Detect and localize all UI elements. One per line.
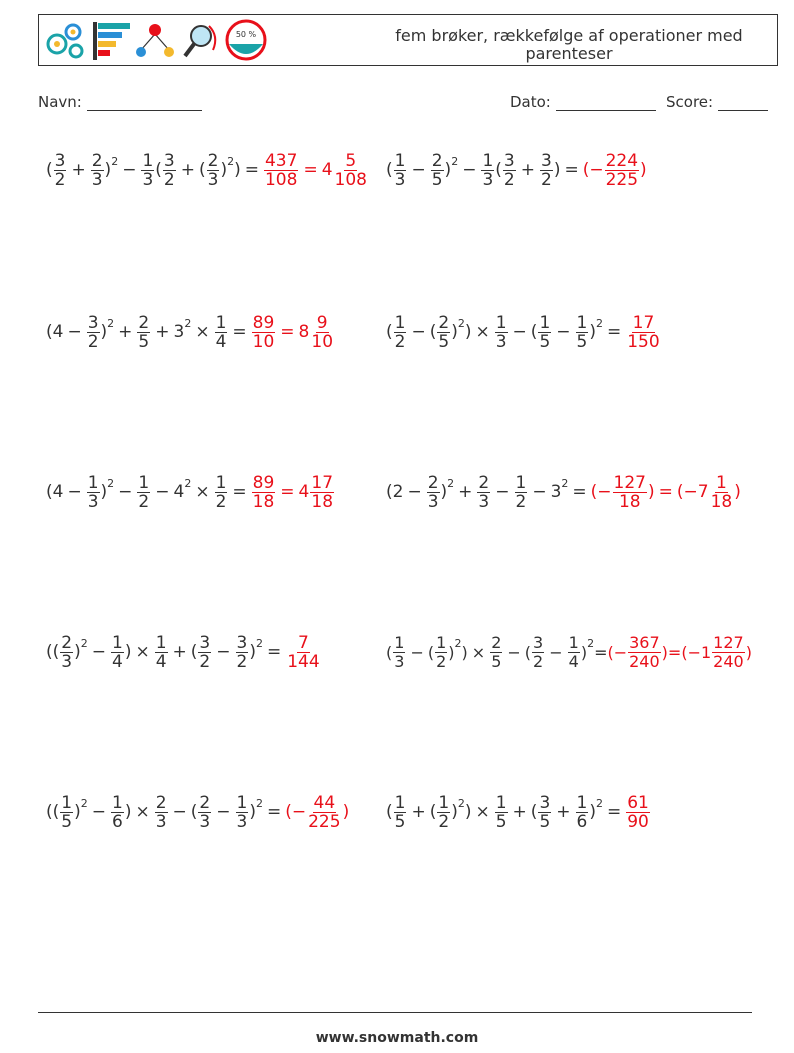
header-box bbox=[38, 14, 778, 66]
answer-7: $\frac{7}{144}$ bbox=[287, 632, 320, 672]
percent-gauge-icon bbox=[227, 21, 265, 59]
answer-9: (− $\frac{44}{225}$ ) bbox=[285, 792, 350, 832]
name-field[interactable] bbox=[38, 93, 202, 111]
gears-icon bbox=[48, 25, 82, 57]
svg-text:50 %: 50 % bbox=[235, 30, 257, 39]
answer-3: $\frac{89}{10}$ = 8 $\frac{9}{10}$ bbox=[252, 312, 334, 352]
bar-chart-icon bbox=[93, 22, 130, 60]
answer-6: (− $\frac{127}{18}$ ) = (−7 $\frac{1}{18}$ ) bbox=[590, 472, 741, 512]
answer-8: (− $\frac{367}{240}$ )=(−1 $\frac{127}{240}$ ) bbox=[607, 632, 752, 671]
problem-7: (( $\frac{2}{3}$ ) 2 − $\frac{1}{4}$ ) × $\frac{1}{4}$ + ( $\frac{3}{2}$ − $\frac{3}{2}$ ) 2 = $\frac{7}{144}$ bbox=[46, 632, 320, 672]
name-blank[interactable] bbox=[87, 96, 202, 111]
answer-5: $\frac{89}{18}$ = 4 $\frac{17}{18}$ bbox=[252, 472, 334, 512]
problem-5: (4 − $\frac{1}{3}$ ) 2 − $\frac{1}{2}$ − 4 2 × $\frac{1}{2}$ = $\frac{89}{18}$ = 4 $\frac{17}{18}$ bbox=[46, 472, 334, 512]
tree-diagram-icon bbox=[136, 24, 174, 57]
footer-divider bbox=[38, 1012, 752, 1013]
name-label: Navn: bbox=[38, 93, 82, 111]
problem-1: ( $\frac{3}{2}$ + $\frac{2}{3}$ ) 2 − $\frac{1}{3}$ ( $\frac{3}{2}$ + ( $\frac{2}{3}$ ) 2 ) = $\frac{437}{108}$ = 4 $\frac{5}{108}$ bbox=[46, 150, 367, 190]
header-icons bbox=[43, 18, 273, 62]
score-label: Score: bbox=[666, 93, 714, 111]
problem-9: (( $\frac{1}{5}$ ) 2 − $\frac{1}{6}$ ) × $\frac{2}{3}$ − ( $\frac{2}{3}$ − $\frac{1}{3}$ ) 2 = (− $\frac{44}{225}$ ) bbox=[46, 792, 350, 832]
problem-2: ( $\frac{1}{3}$ − $\frac{2}{5}$ ) 2 − $\frac{1}{3}$ ( $\frac{3}{2}$ + $\frac{3}{2}$ ) = (− $\frac{224}{225}$ ) bbox=[386, 150, 647, 190]
problem-3: (4 − $\frac{3}{2}$ ) 2 + $\frac{2}{5}$ + 3 2 × $\frac{1}{4}$ = $\frac{89}{10}$ = 8 $\frac{9}{10}$ bbox=[46, 312, 334, 352]
problem-4: ( $\frac{1}{2}$ − ( $\frac{2}{5}$ ) 2 ) × $\frac{1}{3}$ − ( $\frac{1}{5}$ − $\frac{1}{5}$ ) 2 = $\frac{17}{150}$ bbox=[386, 312, 660, 352]
answer-1: $\frac{437}{108}$ = 4 $\frac{5}{108}$ bbox=[264, 150, 367, 190]
problem-6: (2 − $\frac{2}{3}$ ) 2 + $\frac{2}{3}$ − $\frac{1}{2}$ − 3 2 = (− $\frac{127}{18}$ ) = (−7 $\frac{1}{18}$ ) bbox=[386, 472, 741, 512]
problem-10: ( $\frac{1}{5}$ + ( $\frac{1}{2}$ ) 2 ) × $\frac{1}{5}$ + ( $\frac{3}{5}$ + $\frac{1}{6}$ ) 2 = $\frac{61}{90}$ bbox=[386, 792, 649, 832]
score-blank[interactable] bbox=[718, 96, 768, 111]
magnifier-icon bbox=[185, 26, 215, 56]
answer-10: $\frac{61}{90}$ bbox=[627, 792, 649, 832]
worksheet-title: fem brøker, rækkefølge af operationer med parenteser bbox=[395, 26, 743, 63]
answer-4: $\frac{17}{150}$ bbox=[627, 312, 660, 352]
date-label: Dato: bbox=[510, 93, 551, 111]
answer-2: (− $\frac{224}{225}$ ) bbox=[582, 150, 647, 190]
date-blank[interactable] bbox=[556, 96, 656, 111]
date-field[interactable] bbox=[510, 93, 656, 111]
footer-url[interactable]: www.snowmath.com bbox=[315, 1030, 479, 1046]
score-field[interactable] bbox=[666, 93, 768, 111]
problem-8: ( $\frac{1}{3}$ − ( $\frac{1}{2}$ ) 2 ) × $\frac{2}{5}$ − ( $\frac{3}{2}$ − $\frac{1}{4}$ ) 2 = (− $\frac{367}{240}$ )=(−1 $\frac{127}{240}$ ) bbox=[386, 632, 752, 671]
